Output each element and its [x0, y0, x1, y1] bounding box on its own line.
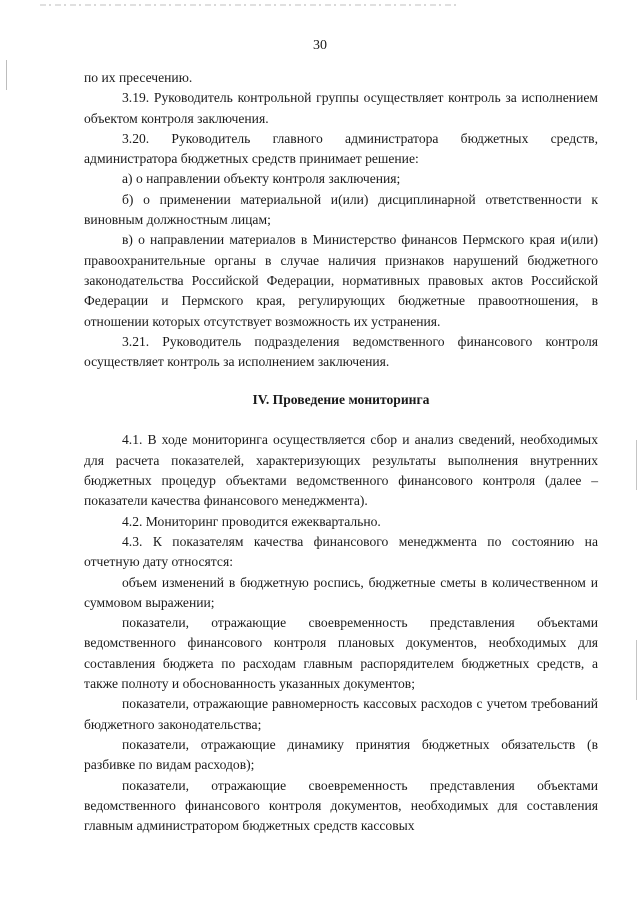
paragraph-3-20-a: а) о направлении объекту контроля заключения; — [122, 171, 401, 187]
scan-artifact-right-1 — [636, 440, 637, 490]
indicator-2: показатели, отражающие своевременность представления объектами ведомственного финансового контроля плановых документов, необходимых для составления бюджета по расходам главным распорядителем бюджетных средств, а также полноту и обоснованность указанных документов; — [84, 615, 598, 692]
indicator-1: объем изменений в бюджетную роспись, бюджетные сметы в количественном и суммовом выражении; — [84, 574, 598, 610]
scan-artifact-top — [40, 4, 460, 6]
paragraph-3-20: 3.20. Руководитель главного администратора бюджетных средств, администратора бюджетных средств принимает решение: — [84, 130, 598, 167]
paragraph-continuation: по их пресечению. — [84, 70, 193, 85]
indicator-4: показатели, отражающие динамику принятия бюджетных обязательств (в разбивке по видам расходов); — [84, 736, 598, 773]
page-number: 30 — [313, 38, 327, 53]
paragraph-3-19: 3.19. Руководитель контрольной группы осуществляет контроль за исполнением объектом контроля заключения. — [84, 90, 598, 126]
scan-artifact-left — [6, 60, 7, 90]
paragraph-4-3: 4.3. К показателям качества финансового менеджмента по состоянию на отчетную дату относятся: — [84, 533, 598, 570]
paragraph-3-21: 3.21. Руководитель подразделения ведомственного финансового контроля осуществляет контроль за исполнением заключения. — [84, 333, 598, 370]
paragraph-3-20-b: б) о применении материальной и(или) дисциплинарной ответственности к виновным должностным лицам; — [84, 191, 598, 228]
paragraph-4-2: 4.2. Мониторинг проводится ежеквартально. — [122, 513, 381, 529]
scan-artifact-right-2 — [636, 640, 637, 700]
paragraph-3-20-c: в) о направлении материалов в Министерство финансов Пермского края и(или) правоохранительные органы в случае наличия признаков нарушений бюджетного законодательства Российской Федерации, нормативных правовых актов Российской Федерации и Пермского края, регулирующих бюджетные правоотношения, в отношении которых отсутствует возможность их устранения. — [84, 232, 598, 329]
indicator-5: показатели, отражающие своевременность представления объектами ведомственного финансового контроля документов, необходимых для составления главным администратором бюджетных средств кассовых — [84, 777, 598, 834]
indicator-3: показатели, отражающие равномерность кассовых расходов с учетом требований бюджетного законодательства; — [84, 696, 598, 732]
document-body — [84, 68, 598, 836]
section-heading: IV. Проведение мониторинга — [252, 392, 430, 408]
paragraph-4-1: 4.1. В ходе мониторинга осуществляется сбор и анализ сведений, необходимых для расчета показателей, характеризующих результаты выполнения внутренних бюджетных процедур объектами ведомственного финансового контроля (далее – показатели качества финансового менеджмента). — [84, 432, 598, 509]
